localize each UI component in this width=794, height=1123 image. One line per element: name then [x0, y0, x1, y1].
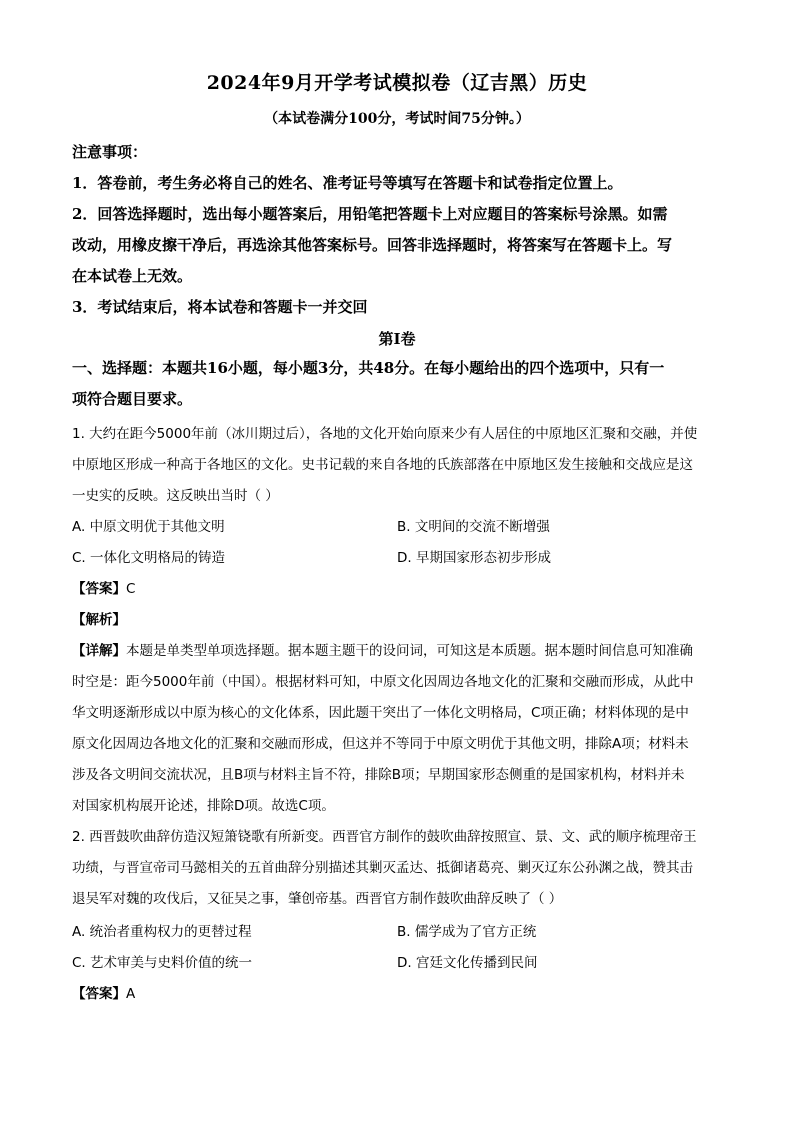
- q1-detail-line-1: [72, 639, 722, 659]
- q2-option-d: D. 宫廷文化传播到民间: [397, 955, 538, 971]
- q1-stem-line-2: 中原地区形成一种高于各地区的文化。史书记载的来自各地的氏族部落在中原地区发生接触和交战应是这: [72, 457, 693, 473]
- q2-option-a: A. 统治者重构权力的更替过程: [72, 924, 252, 940]
- q2-stem-line-3: 退吴军对魏的攻伐后，又征吴之事，肇创帝基。西晋官方制作鼓吹曲辞反映了（ ）: [72, 891, 563, 907]
- q1-option-d: D. 早期国家形态初步形成: [397, 550, 551, 566]
- section-intro-line-1: 一、选择题：本题共16小题，每小题3分，共48分。在每小题给出的四个选项中，只有一: [72, 359, 665, 377]
- q2-stem-line-1: 2. 西晋鼓吹曲辞仿造汉短箫铙歌有所新变。西晋官方制作的鼓吹曲辞按照宣、景、文、武的顺序梳理帝王: [72, 829, 697, 845]
- q1-detail-tag: 【详解】: [72, 643, 126, 659]
- q1-answer: [72, 577, 722, 597]
- q2-answer: [72, 982, 722, 1002]
- q2-stem-line-2: 功绩，与晋宣帝司马懿相关的五首曲辞分别描述其剿灭孟达、抵御诸葛亮、剿灭辽东公孙渊之战，赞其击: [72, 860, 693, 876]
- q1-detail-line-2: 时空是：距今5000年前（中国）。根据材料可知，中原文化因周边各地文化的汇聚和交融而形成，从此中: [72, 674, 694, 690]
- note-item-2-line-1: 2．回答选择题时，选出每小题答案后，用铅笔把答题卡上对应题目的答案标号涂黑。如需: [72, 205, 668, 223]
- page-title: 2024年9月开学考试模拟卷（辽吉黑）历史: [206, 72, 588, 94]
- q1-analysis-tag: 【解析】: [72, 612, 126, 628]
- section-label: 第Ⅰ卷: [378, 330, 416, 348]
- q1-detail-line-6: 对国家机构展开论述，排除D项。故选C项。: [72, 798, 335, 814]
- q1-answer-value: C: [126, 581, 136, 597]
- page-subtitle: （本试卷满分100分，考试时间75分钟。）: [264, 111, 530, 127]
- q1-option-c: C. 一体化文明格局的铸造: [72, 550, 226, 566]
- q1-option-b: B. 文明间的交流不断增强: [397, 519, 550, 535]
- q1-detail-line-5: 涉及各文明间交流状况，且B项与材料主旨不符，排除B项；早期国家形态侧重的是国家机构，材料并未: [72, 767, 685, 783]
- note-item-2-line-2: 改动，用橡皮擦干净后，再选涂其他答案标号。回答非选择题时，将答案写在答题卡上。写: [72, 236, 673, 254]
- q1-detail-line-4: 原文化因周边各地文化的汇聚和交融而形成，但这并不等同于中原文明优于其他文明，排除A项；材料未: [72, 736, 689, 752]
- note-item-2-line-3: 在本试卷上无效。: [72, 267, 193, 285]
- q1-answer-tag: 【答案】: [72, 581, 126, 597]
- q1-analysis: [72, 608, 722, 628]
- q1-detail-text-1: 本题是单类型单项选择题。据本题主题干的设问词，可知这是本质题。据本题时间信息可知准确: [126, 643, 693, 659]
- q1-detail-line-3: 华文明逐渐形成以中原为核心的文化体系，因此题干突出了一体化文明格局，C项正确；材料体现的是中: [72, 705, 689, 721]
- q1-option-a: A. 中原文明优于其他文明: [72, 519, 225, 535]
- q2-answer-tag: 【答案】: [72, 986, 126, 1002]
- q1-stem-line-3: 一史实的反映。这反映出当时（ ）: [72, 488, 279, 504]
- q1-stem-line-1: 1. 大约在距今5000年前（冰川期过后），各地的文化开始向原来少有人居住的中原地区汇聚和交融，并使: [72, 426, 698, 442]
- note-item-1: 1．答卷前，考生务必将自己的姓名、准考证号等填写在答题卡和试卷指定位置上。: [72, 174, 623, 192]
- q2-answer-value: A: [126, 986, 136, 1002]
- q2-option-c: C. 艺术审美与史料价值的统一: [72, 955, 253, 971]
- q2-option-b: B. 儒学成为了官方正统: [397, 924, 537, 940]
- note-item-3: 3．考试结束后，将本试卷和答题卡一并交回: [72, 298, 368, 316]
- notes-heading: 注意事项：: [72, 143, 148, 161]
- section-intro-line-2: 项符合题目要求。: [72, 390, 193, 408]
